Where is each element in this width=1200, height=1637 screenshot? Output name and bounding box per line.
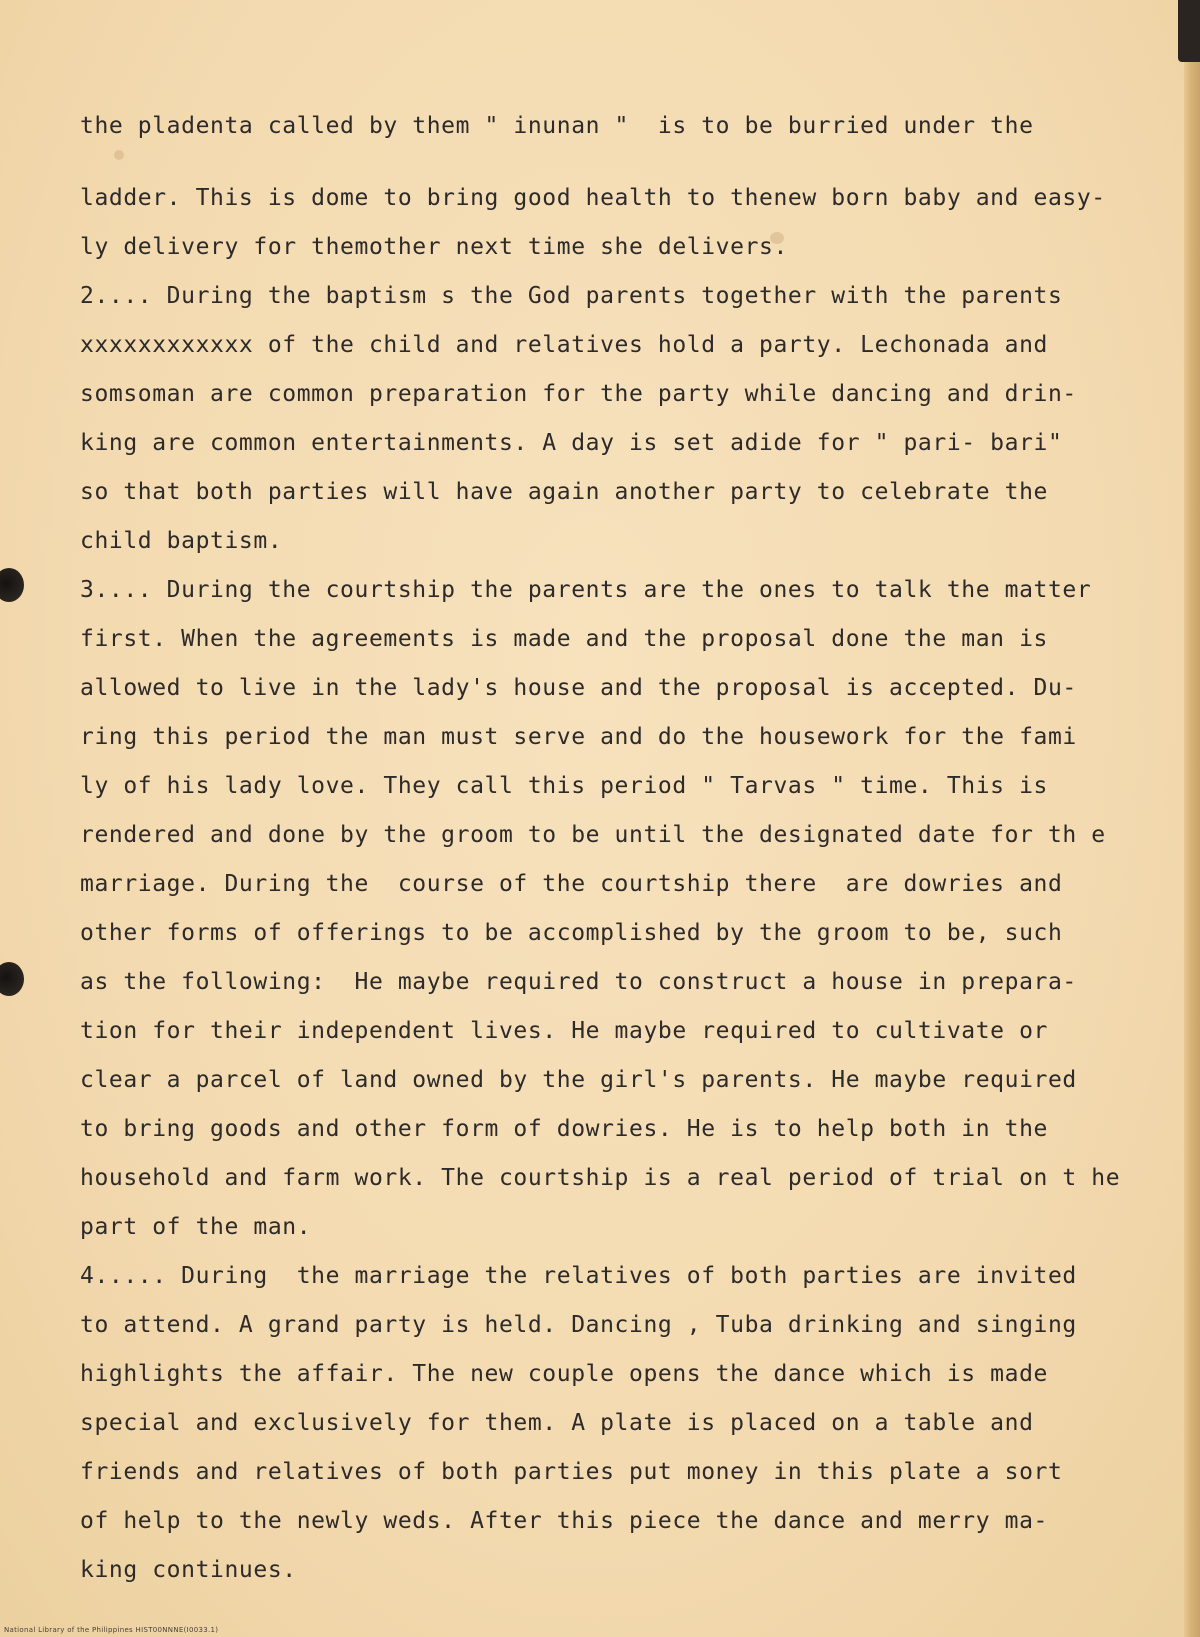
text-line: the pladenta called by them " inunan " is to be burried under the (80, 113, 1034, 139)
text-line: ly of his lady love. They call this period " Tarvas " time. This is (80, 773, 1048, 799)
text-line: friends and relatives of both parties put money in this plate a sort (80, 1459, 1063, 1485)
text-line: ring this period the man must serve and do the housework for the fami (80, 724, 1077, 750)
text-line: somsoman are common preparation for the party while dancing and drin- (80, 381, 1077, 407)
text-line: clear a parcel of land owned by the girl's parents. He maybe required (80, 1067, 1077, 1093)
text-line: to bring goods and other form of dowries. He is to help both in the (80, 1116, 1048, 1142)
text-line: child baptism. (80, 528, 283, 554)
text-line: allowed to live in the lady's house and the proposal is accepted. Du- (80, 675, 1077, 701)
text-line: first. When the agreements is made and the proposal done the man is (80, 626, 1048, 652)
text-line: marriage. During the course of the courtship there are dowries and (80, 871, 1063, 897)
typewritten-text (80, 102, 1150, 1595)
text-line: 2.... During the baptism s the God parents together with the parents (80, 283, 1063, 309)
dark-corner (1178, 0, 1200, 62)
text-line: ladder. This is dome to bring good health to thenew born baby and easy- (80, 185, 1106, 211)
text-line: king continues. (80, 1557, 297, 1583)
text-line: part of the man. (80, 1214, 312, 1240)
text-line: of help to the newly weds. After this piece the dance and merry ma- (80, 1508, 1048, 1534)
text-line: so that both parties will have again another party to celebrate the (80, 479, 1048, 505)
text-line: king are common entertainments. A day is set adide for " pari- bari" (80, 430, 1063, 456)
text-line: 4..... During the marriage the relatives of both parties are invited (80, 1263, 1077, 1289)
text-line: tion for their independent lives. He maybe required to cultivate or (80, 1018, 1048, 1044)
text-line: ly delivery for themother next time she delivers. (80, 234, 788, 260)
text-line: highlights the affair. The new couple opens the dance which is made (80, 1361, 1048, 1387)
text-line: to attend. A grand party is held. Dancing , Tuba drinking and singing (80, 1312, 1077, 1338)
text-line: 3.... During the courtship the parents are the ones to talk the matter (80, 577, 1092, 603)
page-edge (1184, 0, 1200, 1637)
text-line: other forms of offerings to be accomplished by the groom to be, such (80, 920, 1063, 946)
text-line: as the following: He maybe required to construct a house in prepara- (80, 969, 1077, 995)
text-line: rendered and done by the groom to be until the designated date for th e (80, 822, 1106, 848)
text-line: xxxxxxxxxxxx of the child and relatives hold a party. Lechonada and (80, 332, 1048, 358)
text-line: special and exclusively for them. A plate is placed on a table and (80, 1410, 1034, 1436)
text-line: household and farm work. The courtship is a real period of trial on t he (80, 1165, 1121, 1191)
archive-footer: National Library of the Philippines HIST00NNNE(I0033.1) (4, 1626, 219, 1634)
